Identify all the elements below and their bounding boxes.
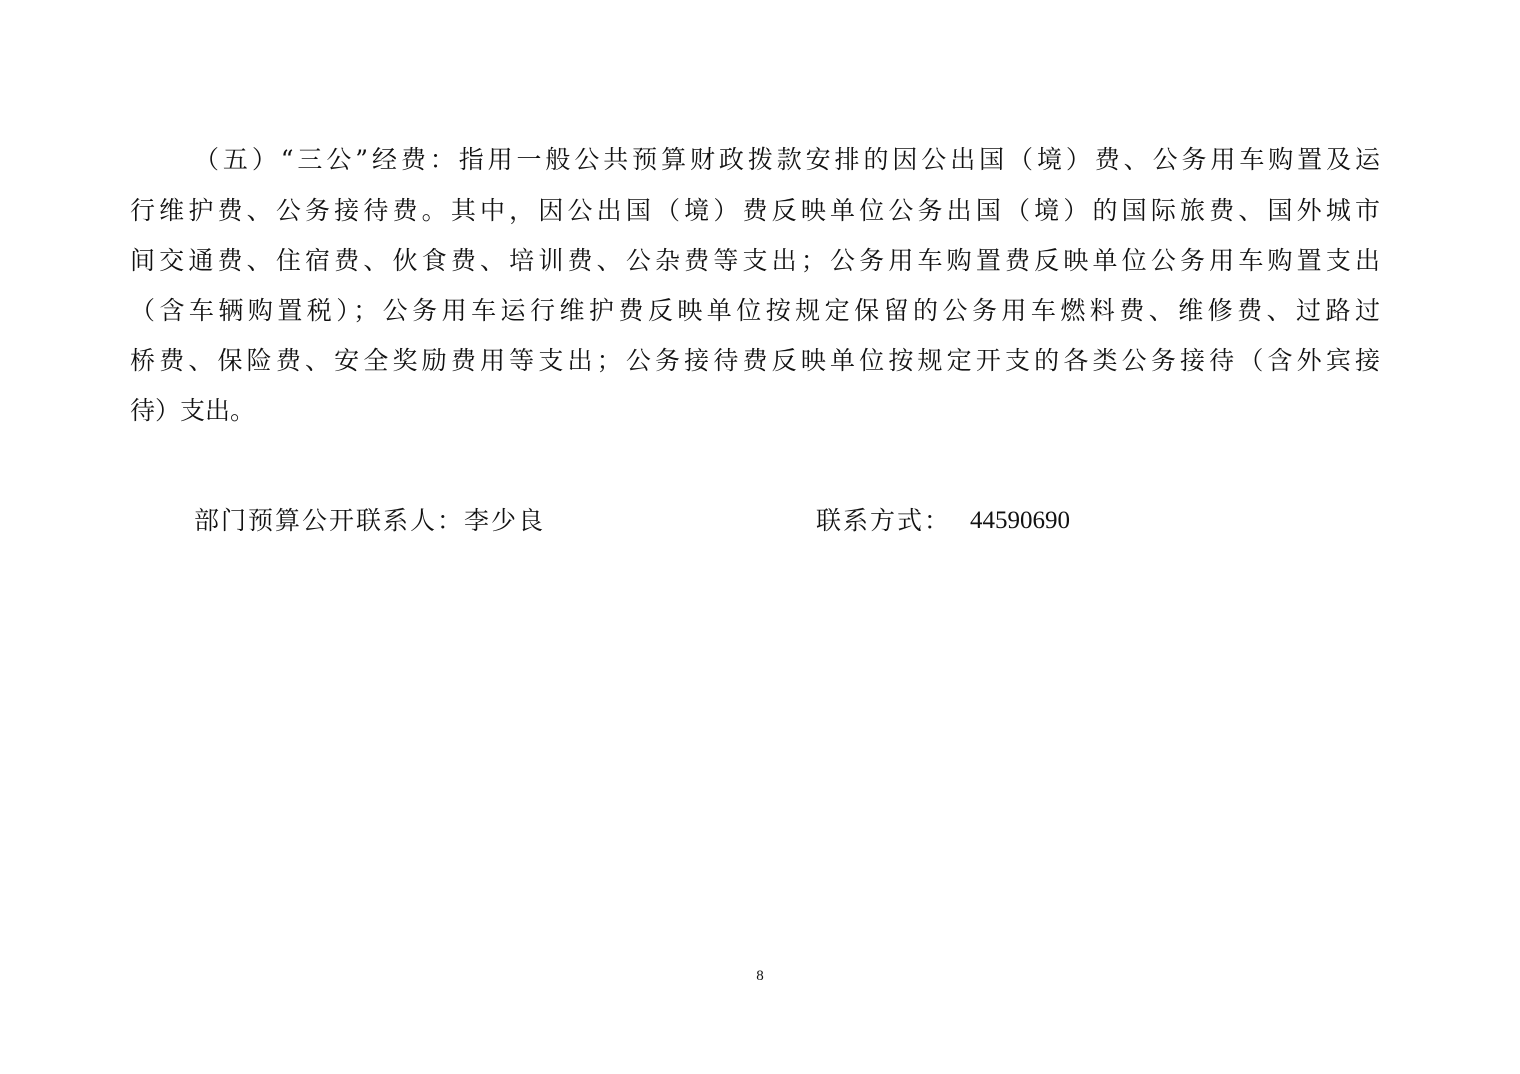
contact-person: 部门预算公开联系人：李少良 [194, 506, 546, 535]
paragraph-line-3: 间交通费、住宿费、伙食费、培训费、公杂费等支出；公务用车购置费反映单位公务用车购置支出 [130, 246, 1380, 275]
page-number: 8 [756, 968, 764, 984]
contact-phone: 44590690 [970, 507, 1070, 534]
paragraph-line-6: 待）支出。 [130, 396, 256, 425]
paragraph-line-1: （五）“三公”经费：指用一般公共预算财政拨款安排的因公出国（境）费、公务用车购置及运 [194, 145, 1380, 174]
paragraph-line-2: 行维护费、公务接待费。其中，因公出国（境）费反映单位公务出国（境）的国际旅费、国外城市 [130, 196, 1380, 225]
contact-method-label: 联系方式： [816, 506, 952, 535]
paragraph-line-4: （含车辆购置税）；公务用车运行维护费反映单位按规定保留的公务用车燃料费、维修费、过路过 [130, 296, 1380, 325]
paragraph-line-5: 桥费、保险费、安全奖励费用等支出；公务接待费反映单位按规定开支的各类公务接待（含外宾接 [130, 346, 1380, 375]
